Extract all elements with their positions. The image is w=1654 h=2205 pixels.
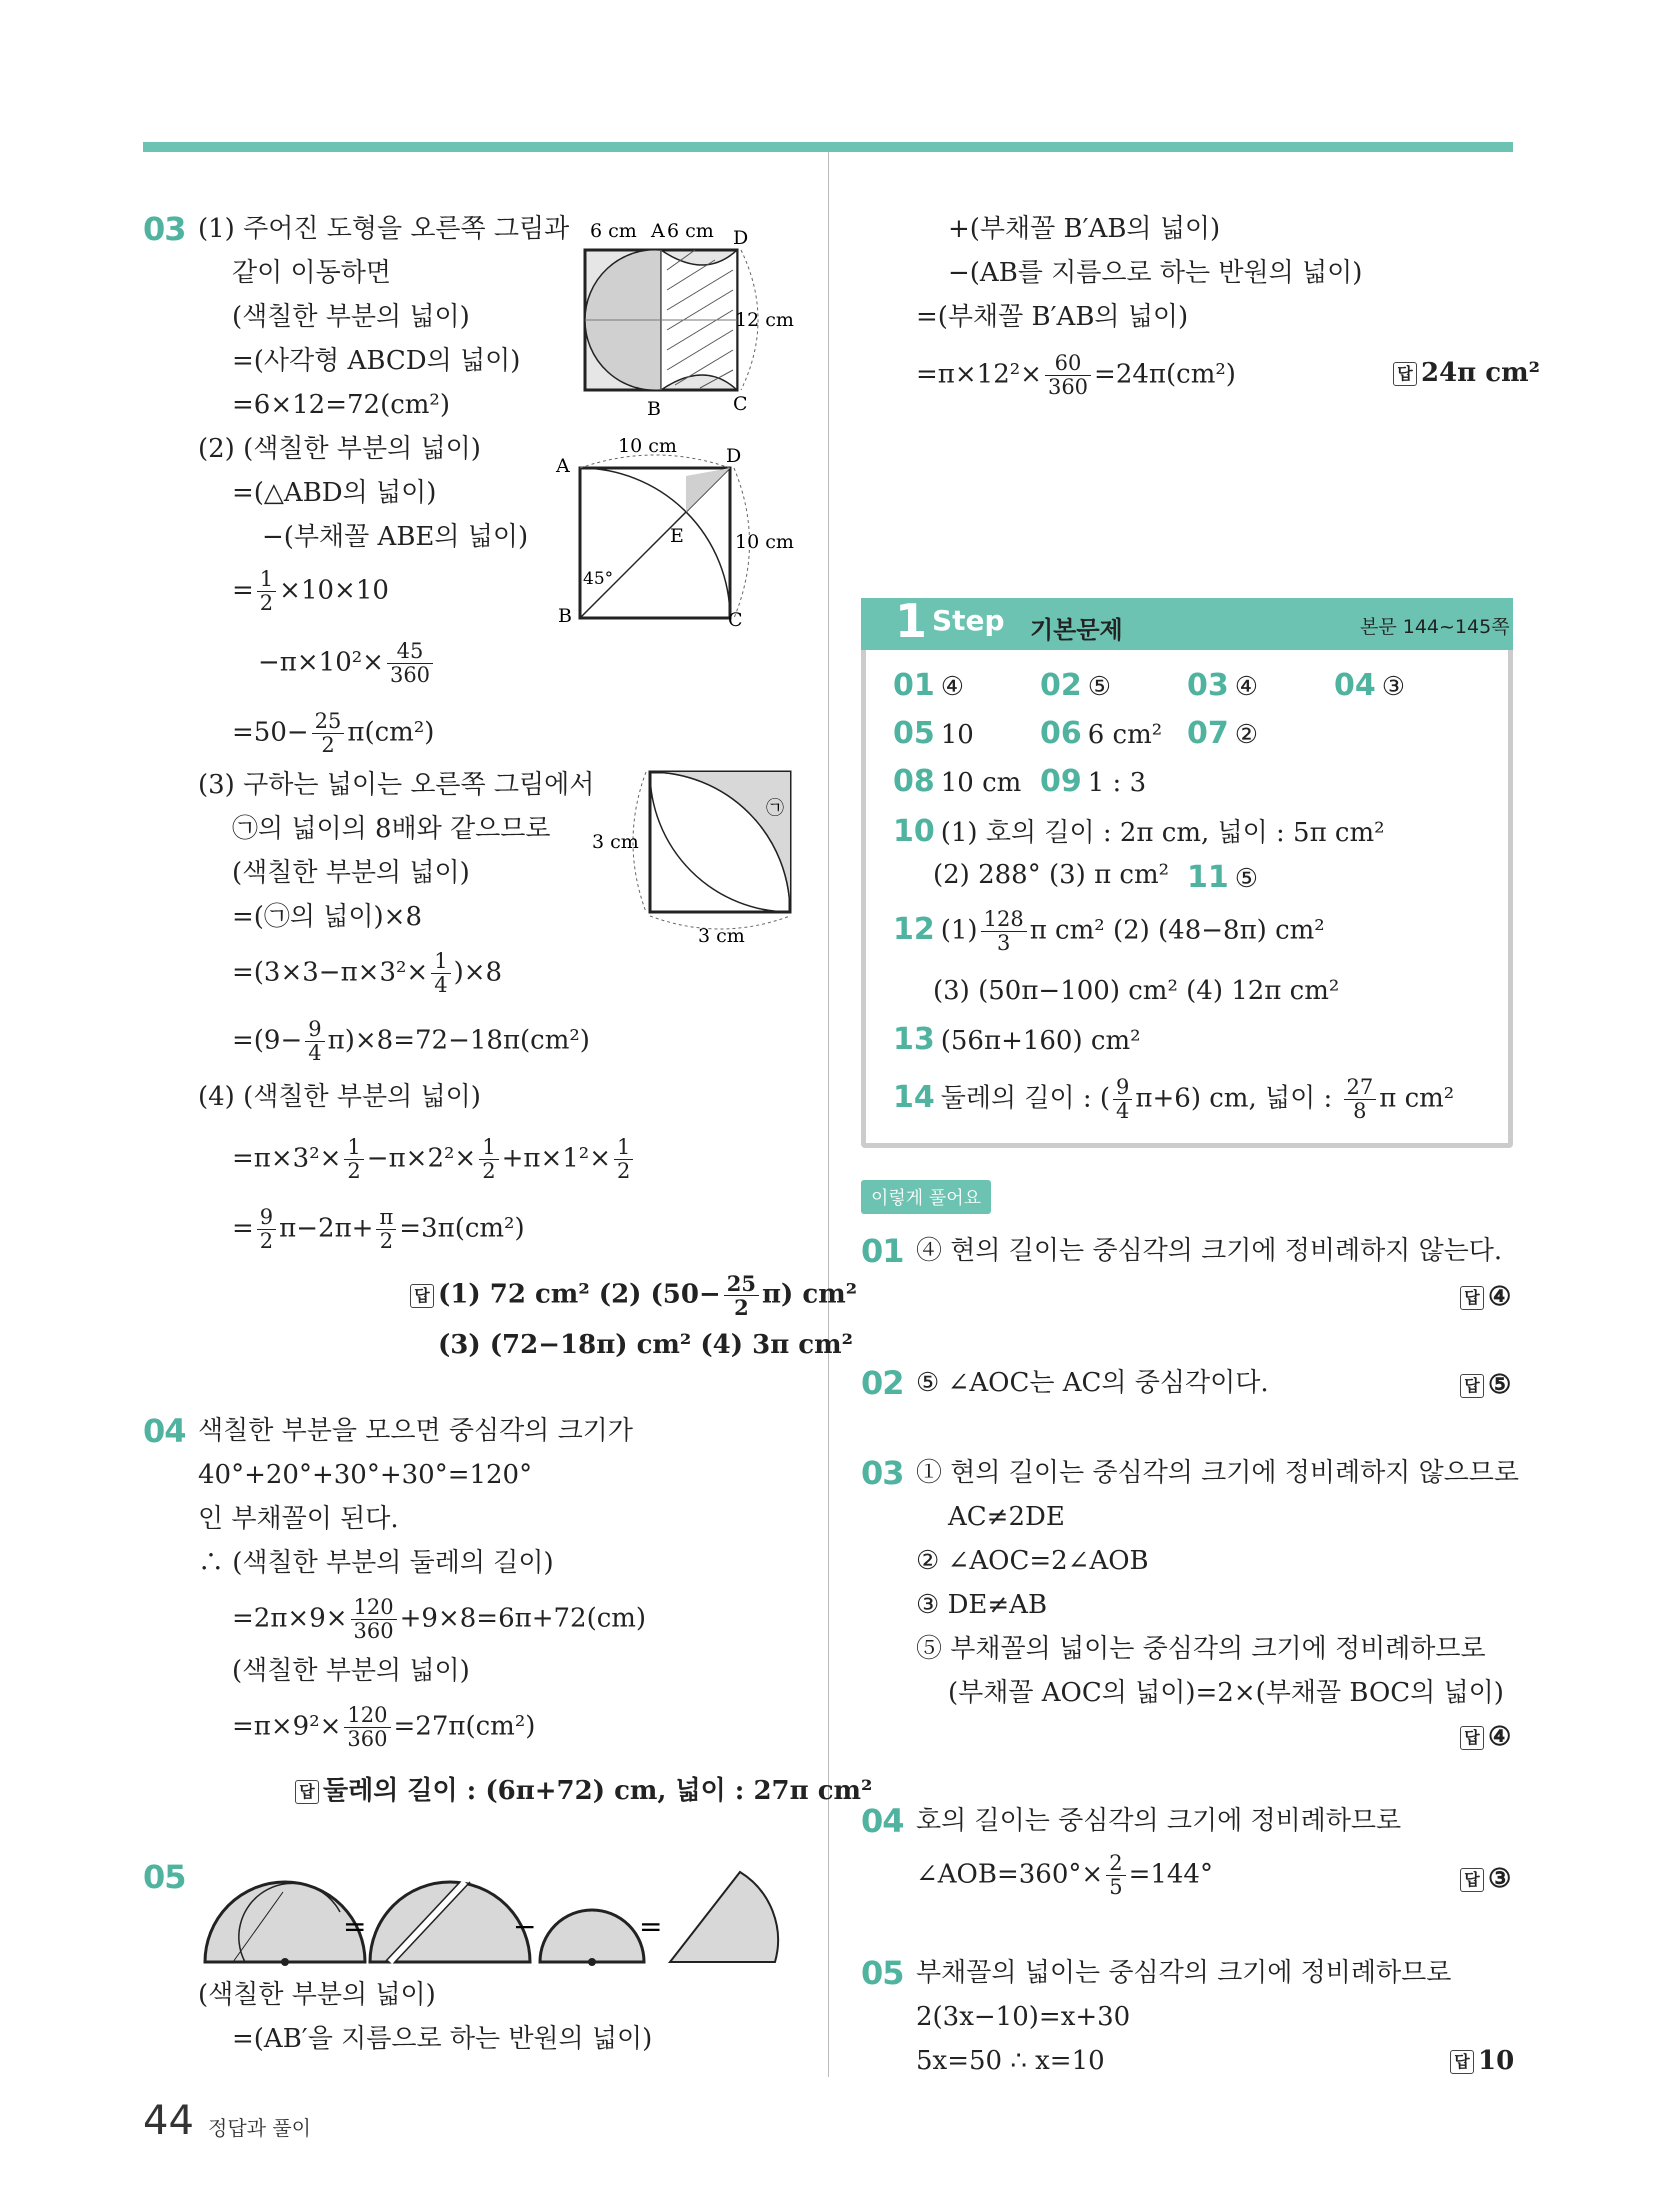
q03-part3-line1: (3) 구하는 넓이는 오른쪽 그림에서	[198, 770, 595, 800]
step-answer-05: 05 10	[893, 716, 974, 751]
q03-part3-line3: (색칠한 부분의 넓이)	[232, 858, 470, 888]
solution-number-01: 01	[861, 1232, 904, 1270]
fig1-label-right: 12 cm	[735, 309, 794, 331]
q04-line6: (색칠한 부분의 넓이)	[232, 1656, 470, 1686]
fig2-label-C: C	[728, 609, 743, 631]
cont-line4: =π×12²× $\frac{60}{360}$ =24π(cm²)	[916, 351, 1236, 399]
q03-part2-line5: −π×10²× $\frac{45}{360}$	[258, 640, 436, 687]
q03-part2-line4: = $\frac{1}{2}$ ×10×10	[232, 567, 389, 615]
solution-05-line2: 2(3x−10)=x+30	[916, 2002, 1131, 2032]
fig3-label-left: 3 cm	[592, 831, 639, 853]
solution-05-line3: 5x=50 ∴ x=10	[916, 2046, 1105, 2076]
step-answer-08: 08 10 cm	[893, 764, 1022, 799]
figure-semicircle-equation	[195, 1852, 795, 1972]
q04-line4: ∴ (색칠한 부분의 둘레의 길이)	[198, 1548, 554, 1578]
solution-04-answer: 답 ③	[1460, 1864, 1511, 1894]
q05-line1: (색칠한 부분의 넓이)	[198, 1980, 436, 2010]
q03-part2-line1: (2) (색칠한 부분의 넓이)	[198, 434, 481, 464]
q04-line7: =π×9²× $\frac{120}{360}$ =27π(cm²)	[232, 1703, 536, 1751]
fig3-label-bottom: 3 cm	[698, 925, 745, 947]
q04-line5: =2π×9× $\frac{120}{360}$ +9×8=6π+72(cm)	[232, 1595, 647, 1643]
step-answer-13: 13 (56π+160) cm²	[893, 1022, 1141, 1057]
fig5-eq-2: =	[639, 1910, 663, 1943]
solution-03-line3: ② ∠AOC=2∠AOB	[916, 1546, 1149, 1576]
step-answer-12: 12 (1) $\frac{128}{3}$ π cm² (2) (48−8π) cm²	[893, 907, 1325, 955]
solution-04-line1: 호의 길이는 중심각의 크기에 정비례하므로	[916, 1806, 1402, 1836]
fig1-label-top1: 6 cm	[590, 220, 637, 242]
footer-label: 정답과 풀이	[208, 2116, 311, 2140]
step-answer-11: 11 ⑤	[1187, 860, 1259, 895]
step-answer-09: 09 1 : 3	[1040, 764, 1147, 799]
fig2-label-D: D	[726, 445, 742, 467]
problem-number-04: 04	[143, 1412, 186, 1450]
fig1-label-D: D	[733, 227, 749, 249]
step-answer-06: 06 6 cm²	[1040, 716, 1163, 751]
q03-part4-line1: (4) (색칠한 부분의 넓이)	[198, 1082, 481, 1112]
q03-part3-line6: =(9− $\frac{9}{4}$ π)×8=72−18π(cm²)	[232, 1017, 590, 1065]
step-answer-10-cont: (2) 288° (3) π cm²	[933, 860, 1170, 890]
solution-badge: 이렇게 풀어요	[861, 1180, 991, 1214]
solution-number-05: 05	[861, 1954, 904, 1992]
q03-part3-line2: ㉠의 넓이의 8배와 같으므로	[232, 814, 551, 844]
problem-number-03: 03	[143, 210, 186, 248]
figure-lens-square	[590, 762, 800, 952]
fig2-label-E: E	[670, 525, 684, 547]
q03-part2-line3: −(부채꼴 ABE의 넓이)	[262, 522, 529, 552]
step-title: 기본문제	[1030, 616, 1123, 644]
q04-line2: 40°+20°+30°+30°=120°	[198, 1460, 533, 1490]
solution-number-02: 02	[861, 1364, 904, 1402]
q03-line2: 같이 이동하면	[232, 258, 391, 288]
fig2-label-A: A	[556, 455, 570, 477]
step-answer-12-cont: (3) (50π−100) cm² (4) 12π cm²	[933, 976, 1340, 1006]
fig3-label-mark: ㉠	[766, 798, 784, 819]
fig2-label-angle: 45°	[583, 569, 614, 589]
step-answer-01: 01 ④	[893, 668, 965, 703]
step-answer-14: 14 둘레의 길이 : ( $\frac{9}{4}$ π+6) cm, 넓이 : $\frac{27}{8}$ π cm²	[893, 1075, 1455, 1123]
step-answer-03: 03 ④	[1187, 668, 1259, 703]
step-answer-10: 10 (1) 호의 길이 : 2π cm, 넓이 : 5π cm²	[893, 814, 1385, 849]
step-answer-07: 07 ②	[1187, 716, 1259, 751]
cont-answer: 답 24π cm²	[1393, 358, 1540, 388]
fig2-label-right: 10 cm	[735, 531, 794, 553]
solution-01-text: ④ 현의 길이는 중심각의 크기에 정비례하지 않는다.	[916, 1236, 1503, 1266]
solution-03-answer: 답 ④	[1460, 1722, 1511, 1752]
top-accent-bar	[143, 142, 1513, 152]
solution-02-text: ⑤ ∠AOC는 AC의 중심각이다.	[916, 1368, 1269, 1398]
step-label: Step	[932, 604, 1005, 637]
fig1-label-B: B	[647, 398, 661, 420]
fig5-eq-1: =	[343, 1910, 367, 1943]
problem-number-05: 05	[143, 1858, 186, 1896]
fig5-minus: −	[513, 1910, 537, 1943]
page-number: 44	[143, 2098, 194, 2144]
step-page-ref: 본문 144~145쪽	[1360, 616, 1510, 638]
q03-line5: =6×12=72(cm²)	[232, 390, 450, 420]
solution-01-answer: 답 ④	[1460, 1282, 1511, 1312]
q03-answer-line1: 답 (1) 72 cm² (2) (50− $\frac{25}{2}$ π) cm²	[410, 1272, 857, 1319]
fig2-label-top: 10 cm	[618, 435, 677, 457]
solution-03-line1: ① 현의 길이는 중심각의 크기에 정비례하지 않으므로	[916, 1458, 1520, 1488]
q04-line3: 인 부채꼴이 된다.	[198, 1504, 399, 1534]
solution-number-04: 04	[861, 1802, 904, 1840]
fig2-label-B: B	[558, 605, 572, 627]
q03-answer-line2: (3) (72−18π) cm² (4) 3π cm²	[438, 1330, 854, 1360]
solution-05-answer: 답 10	[1450, 2046, 1514, 2076]
step-answer-04: 04 ③	[1334, 668, 1406, 703]
q03-line4: =(사각형 ABCD의 넓이)	[232, 346, 521, 376]
solution-03-line4: ③ DE≠AB	[916, 1590, 1048, 1620]
figure-quarter-circle	[550, 432, 800, 632]
solution-02-answer: 답 ⑤	[1460, 1370, 1511, 1400]
cont-line2: −(AB를 지름으로 하는 반원의 넓이)	[948, 258, 1363, 288]
q03-line1: (1) 주어진 도형을 오른쪽 그림과	[198, 214, 570, 244]
q03-line3: (색칠한 부분의 넓이)	[232, 302, 470, 332]
solution-03-line5: ⑤ 부채꼴의 넓이는 중심각의 크기에 정비례하므로	[916, 1634, 1486, 1664]
solution-03-line6: (부채꼴 AOC의 넓이)=2×(부채꼴 BOC의 넓이)	[948, 1678, 1504, 1708]
q03-part3-line4: =(㉠의 넓이)×8	[232, 902, 423, 932]
q03-part4-line2: =π×3²× $\frac{1}{2}$ −π×2²× $\frac{1}{2}$ +π×1²× $\frac{1}{2}$	[232, 1136, 636, 1183]
fig1-label-C: C	[733, 393, 748, 415]
q03-part4-line3: = $\frac{9}{2}$ π−2π+ $\frac{\pi}{2}$ =3π(cm²)	[232, 1205, 525, 1253]
q03-part3-line5: =(3×3−π×3²× $\frac{1}{4}$ )×8	[232, 949, 503, 997]
cont-line3: =(부채꼴 B′AB의 넓이)	[916, 302, 1189, 332]
q05-line2: =(AB′을 지름으로 하는 반원의 넓이)	[232, 2024, 653, 2054]
solution-05-line1: 부채꼴의 넓이는 중심각의 크기에 정비례하므로	[916, 1958, 1452, 1988]
cont-line1: +(부채꼴 B′AB의 넓이)	[948, 214, 1221, 244]
solution-03-line2: AC≠2DE	[948, 1502, 1065, 1532]
q04-answer: 답 둘레의 길이 : (6π+72) cm, 넓이 : 27π cm²	[295, 1770, 872, 1807]
step-number: 1	[895, 594, 928, 648]
fig1-label-A: A	[651, 220, 665, 242]
step-answer-02: 02 ⑤	[1040, 668, 1112, 703]
fig1-label-top3: 6 cm	[667, 220, 714, 242]
q03-part2-line6: =50− $\frac{25}{2}$ π(cm²)	[232, 709, 435, 757]
q03-part2-line2: =(△ABD의 넓이)	[232, 478, 437, 508]
solution-04-line2: ∠AOB=360°× $\frac{2}{5}$ =144°	[916, 1851, 1213, 1899]
figure-square-rotated	[575, 210, 805, 420]
q04-line1: 색칠한 부분을 모으면 중심각의 크기가	[198, 1416, 633, 1446]
solution-number-03: 03	[861, 1454, 904, 1492]
